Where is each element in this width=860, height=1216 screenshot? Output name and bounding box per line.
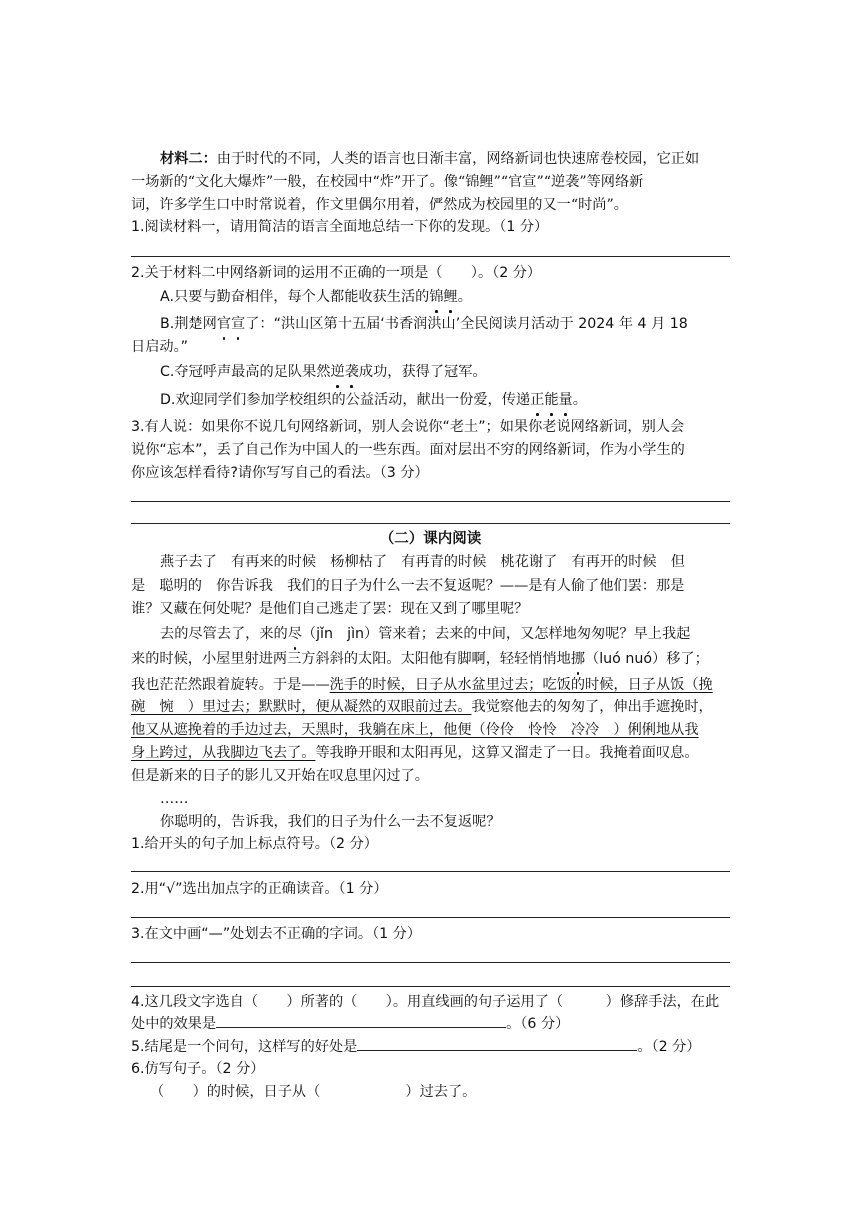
material2-line1: 材料二：由于时代的不同，人类的语言也日渐丰富，网络新词也快速席卷校园，它正如 [160,151,700,167]
option-d: D.欢迎同学们参加学校组织的公益活动，献出一份爱，传递正能量。 [160,389,760,412]
passage-line: 去的尽管去了，来的尽（jǐn jìn）管来着；去来的中间，又怎样地匆匆呢？早上我起 [160,623,760,646]
material2-label: 材料二： [160,151,217,167]
question-2-stem: 2.关于材料二中网络新词的运用不正确的一项是（ ）。（2 分） [131,265,542,281]
question-2-6: 6.仿写句子。（2 分） [131,1061,265,1077]
answer-line[interactable] [131,986,730,987]
question-2-3: 3.在文中画“—”处划去不正确的字词。（1 分） [131,926,422,942]
question-2-1: 1.给开头的句子加上标点符号。（2 分） [131,836,378,852]
answer-line[interactable] [131,962,730,963]
fill-blank[interactable] [357,1036,637,1051]
answer-line[interactable] [131,523,730,524]
answer-line[interactable] [131,871,730,872]
option-b: B.荆楚网官宣了：“洪山区第十五届‘书香润洪山’全民阅读月活动于 2024 年 4 月 18 [160,313,760,336]
passage-line: 身上跨过，从我脚边飞去了。等我睁开眼和太阳再见，这算又溜走了一日。我掩着面叹息。 [131,745,699,761]
question-3-line2: 说你“忘本”，丢了自己作为中国人的一些东西。面对层出不穷的网络新词，作为小学生的 [131,442,685,458]
question-3-line1: 3.有人说：如果你不说几句网络新词，别人会说你“老土”；如果你老说网络新词，别人会 [131,419,685,435]
question-2-4-line1: 4.这几段文字选自（ ）所著的（ ）。用直线画的句子运用了（ ）修辞手法，在此 [131,994,720,1010]
passage-line: 但是新来的日子的影儿又开始在叹息里闪过了。 [131,768,429,784]
question-2-5: 5.结尾是一个问句，这样写的好处是 。（2 分） [131,1036,731,1059]
passage-line: 我也茫茫然跟着旋转。于是——洗手的时候，日子从水盆里过去；吃饭的时候，日子从饭（挽 [131,677,713,693]
question-3-line3: 你应该怎样看待?请你写写自己的看法。（3 分） [131,465,429,481]
option-a: A.只要与勤奋相伴，每个人都能收获生活的锦鲤。 [160,286,760,309]
passage-line: 谁？又藏在何处呢？是他们自己逃走了罢：现在又到了哪里呢？ [131,601,529,617]
option-b-line2: 日启动。” [131,339,189,355]
material2-line2: 一场新的“文化大爆炸”一般，在校园中“炸”开了。像“锦鲤”“官宣”“逆袭”等网络新 [131,174,644,190]
passage-line: 你聪明的，告诉我，我们的日子为什么一去不复返呢？ [160,814,501,830]
passage-line: 来的时候，小屋里射进两三方斜斜的太阳。太阳他有脚啊，轻轻悄悄地挪（luó nuó）移了； [131,648,731,671]
passage-line: 是 聪明的 你告诉我 我们的日子为什么一去不复返呢？——是有人偷了他们罢：那是 [131,578,685,594]
passage-line: 燕子去了 有再来的时候 杨柳枯了 有再青的时候 桃花谢了 有再开的时候 但 [160,554,685,570]
fill-blank[interactable] [216,1013,506,1028]
answer-line[interactable] [131,256,730,257]
ellipsis: …… [160,791,189,807]
answer-line[interactable] [131,917,730,918]
option-c: C.夺冠呼声最高的足队果然逆袭成功，获得了冠军。 [160,361,760,384]
passage-line: 他又从遮挽着的手边过去，天黑时，我躺在床上，他便（伶伶 怜怜 冷冷 ）俐俐地从我 [131,722,699,738]
passage-line: 碗 惋 ）里过去；默默时，便从凝然的双眼前过去。我觉察他去的匆匆了，伸出手遮挽时， [131,699,713,715]
question-2-4-line2: 处中的效果是 。（6 分） [131,1013,731,1036]
question-2-2: 2.用“√”选出加点字的正确读音。（1 分） [131,881,388,897]
section-title: （二）课内阅读 [379,531,482,547]
question-1: 1.阅读材料一，请用简洁的语言全面地总结一下你的发现。（1 分） [131,219,549,235]
answer-line[interactable] [131,501,730,502]
material2-line3: 词，许多学生口中时常说着，作文里偶尔用着，俨然成为校园里的又一“时尚”。 [131,197,628,213]
imitation-blank-line[interactable]: （ ）的时候，日子从（ ）过去了。 [150,1084,477,1100]
